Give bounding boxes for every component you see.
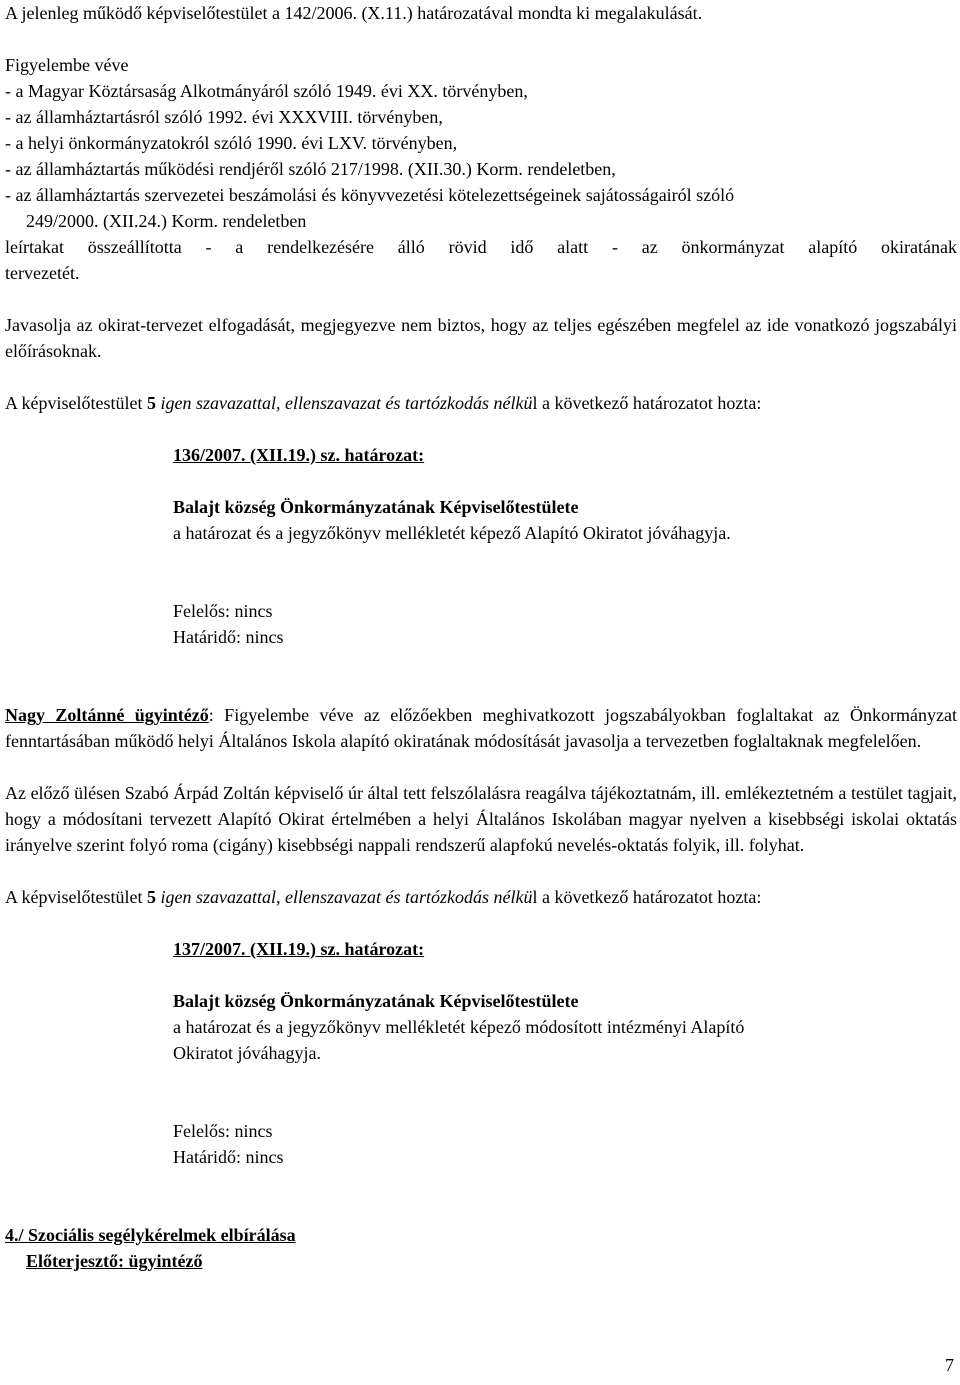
speaker-name: Nagy Zoltánné ügyintéző [5,705,209,725]
section-title: 4./ Szociális segélykérelmek elbírálása [5,1225,296,1245]
page-number: 7 [945,1355,954,1375]
vote-statement: A képviselőtestület 5 igen szavazattal, ellenszavazat és tartózkodás nélkül a következő határozatot hozta: [5,887,762,907]
vote-statement: A képviselőtestület 5 igen szavazattal, ellenszavazat és tartózkodás nélkül a következő határozatot hozta: [5,393,762,413]
resolution-deadline: Határidő: nincs [173,1147,284,1167]
intro-line: A jelenleg működő képviselőtestület a 142/2006. (X.11.) határozatával mondta ki megalakulását. [5,3,703,23]
considering-item: - az államháztartás szervezetei beszámolási és könyvvezetési kötelezettségeinek sajátosságairól szóló [5,185,735,205]
considering-item: 249/2000. (XII.24.) Korm. rendeletben [26,211,307,231]
considering-conclusion: tervezetét. [5,263,80,283]
resolution-number: 137/2007. (XII.19.) sz. határozat: [173,939,425,959]
info-paragraph: Az előző ülésen Szabó Árpád Zoltán képviselő úr által tett felszólalásra reagálva tájékoztatnám, ill. emlékeztetném a testület tagjait, hogy a módosítani tervezett Alapító Okirat értelmében a helyi Általános Iskolában magyar nyelven a kisebbségi iskolai oktatás irányelve szerint folyó roma (cigány) kisebbségi nappali rendszerű alapfokú nevelés-oktatás folyik, ill. folyhat. [5,783,957,855]
resolution-deadline: Határidő: nincs [173,627,284,647]
resolution-text: a határozat és a jegyzőkönyv mellékletét képező módosított intézményi Alapító [173,1017,745,1037]
considering-item: - a Magyar Köztársaság Alkotmányáról szóló 1949. évi XX. törvényben, [5,81,528,101]
resolution-number: 136/2007. (XII.19.) sz. határozat: [173,445,425,465]
resolution-responsible: Felelős: nincs [173,601,273,621]
considering-item: - az államháztartásról szóló 1992. évi XXXVIII. törvényben, [5,107,443,127]
resolution-text: a határozat és a jegyzőkönyv mellékletét képező Alapító Okiratot jóváhagyja. [173,523,731,543]
section-presenter: Előterjesztő: ügyintéző [26,1251,203,1271]
considering-conclusion: leírtakat összeállította - a rendelkezésére álló rövid idő alatt - az önkormányzat alapító okiratának [5,237,957,257]
resolution-responsible: Felelős: nincs [173,1121,273,1141]
proposal-paragraph: Javasolja az okirat-tervezet elfogadását, megjegyezve nem biztos, hogy az teljes egészében megfelel az ide vonatkozó jogszabályi előírásoknak. [5,315,957,361]
resolution-body-name: Balajt község Önkormányzatának Képviselőtestülete [173,991,579,1011]
vote-count: 5 [146,393,156,413]
considering-heading: Figyelembe véve [5,55,129,75]
speaker-paragraph: Nagy Zoltánné ügyintéző: Figyelembe véve az előzőekben meghivatkozott jogszabályokban foglaltakat az Önkormányzat fenntartásában működő helyi Általános Iskola alapító okiratának módosítását javasolja a tervezetben foglaltaknak megfelelően. [5,705,957,751]
document-page [5,0,957,1274]
considering-item: - az államháztartás működési rendjéről szóló 217/1998. (XII.30.) Korm. rendeletben, [5,159,616,179]
considering-item: - a helyi önkormányzatokról szóló 1990. évi LXV. törvényben, [5,133,458,153]
vote-count: 5 [146,887,156,907]
resolution-text: Okiratot jóváhagyja. [173,1043,321,1063]
resolution-body-name: Balajt község Önkormányzatának Képviselőtestülete [173,497,579,517]
